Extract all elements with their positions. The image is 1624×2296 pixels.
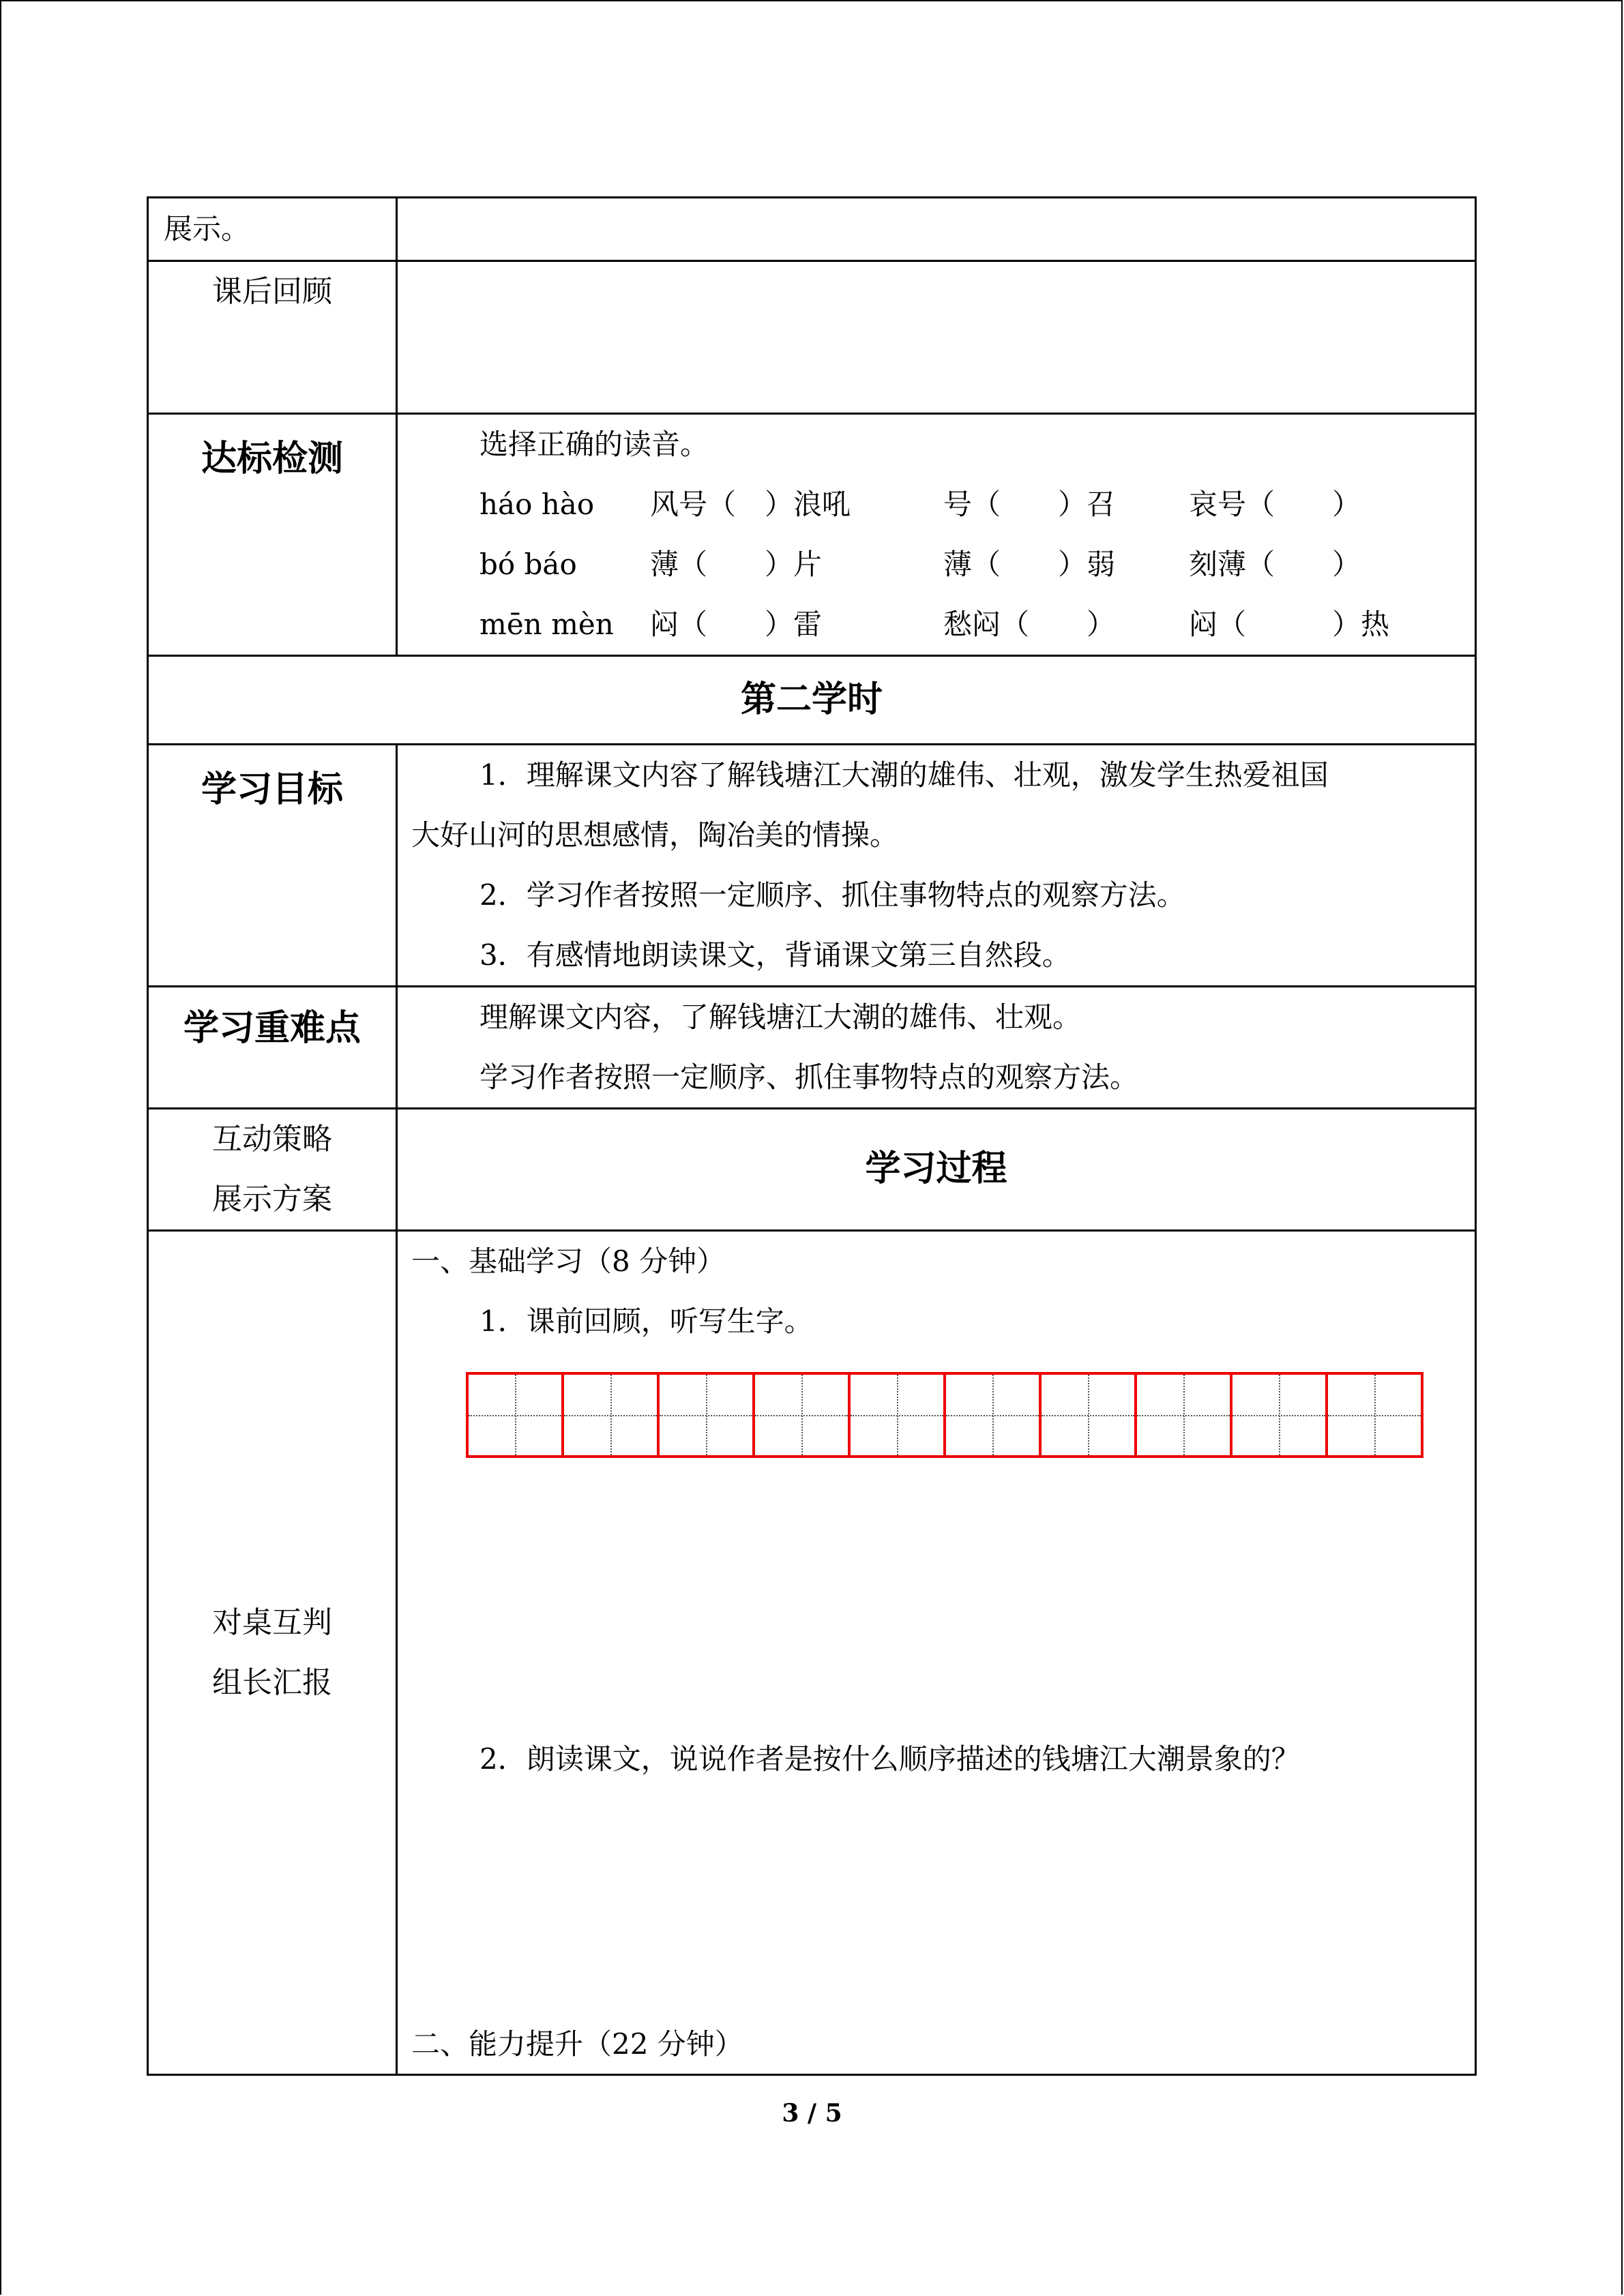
row-display bbox=[148, 198, 1476, 261]
phonetic-row-2 bbox=[398, 535, 1475, 595]
writing-grid-cell[interactable] bbox=[1325, 1372, 1423, 1458]
row-review bbox=[148, 261, 1476, 414]
display-text: 展示。 bbox=[164, 212, 250, 245]
cell-display-left bbox=[148, 198, 397, 261]
cell-strategy-label bbox=[148, 1109, 397, 1231]
question-1: 1．课前回顾，听写生字。 bbox=[479, 1304, 813, 1338]
peer-check-label: 对桌互判 bbox=[212, 1605, 332, 1640]
row-goals bbox=[148, 745, 1476, 987]
process-title: 学习过程 bbox=[865, 1148, 1007, 1189]
writing-grid bbox=[466, 1372, 1475, 1458]
cell-section-title bbox=[148, 656, 1476, 745]
key-point-line: 学习作者按照一定顺序、抓住事物特点的观察方法。 bbox=[479, 1060, 1139, 1094]
writing-grid-cell[interactable] bbox=[657, 1372, 755, 1458]
question-2: 2．朗读课文，说说作者是按什么顺序描述的钱塘江大潮景象的？ bbox=[479, 1742, 1300, 1776]
goal-line: 1．理解课文内容了解钱塘江大潮的雄伟、壮观，激发学生热爱祖国 bbox=[479, 758, 1329, 792]
basic-study-heading: 一、基础学习（8 分钟） bbox=[411, 1244, 726, 1278]
row-test bbox=[148, 414, 1476, 656]
writing-grid-cell[interactable] bbox=[848, 1372, 946, 1458]
key-point-line: 理解课文内容，了解钱塘江大潮的雄伟、壮观。 bbox=[479, 1000, 1082, 1034]
phonetic-item: 薄（ ）片 bbox=[650, 548, 823, 581]
strategy-label: 互动策略 bbox=[212, 1122, 332, 1157]
goal-line: 2．学习作者按照一定顺序、抓住事物特点的观察方法。 bbox=[479, 878, 1185, 912]
phonetic-row-3 bbox=[398, 595, 1475, 655]
writing-grid-cell[interactable] bbox=[561, 1372, 660, 1458]
phonetic-item: 闷（ ）雷 bbox=[650, 608, 823, 641]
phonetic-item: 愁闷（ ） bbox=[943, 608, 1116, 641]
cell-goals-content bbox=[397, 745, 1476, 987]
pinyin: mēn mèn bbox=[479, 608, 614, 641]
phonetic-item: 哀号（ ） bbox=[1189, 488, 1361, 521]
ability-heading: 二、能力提升（22 分钟） bbox=[411, 2027, 743, 2061]
test-prompt: 选择正确的读音。 bbox=[479, 428, 709, 461]
review-label: 课后回顾 bbox=[212, 274, 332, 309]
phonetic-item: 闷（ ）热 bbox=[1189, 608, 1390, 641]
section-title: 第二学时 bbox=[740, 679, 883, 720]
page-number: 3 / 5 bbox=[782, 2099, 842, 2128]
row-process-header bbox=[148, 1109, 1476, 1231]
writing-grid-cell[interactable] bbox=[1039, 1372, 1137, 1458]
pinyin: háo hào bbox=[479, 488, 595, 521]
cell-key-points-label bbox=[148, 987, 397, 1109]
cell-check-label bbox=[148, 1231, 397, 2075]
cell-process-title bbox=[397, 1109, 1476, 1231]
pinyin: bó báo bbox=[479, 548, 577, 581]
cell-process-body bbox=[397, 1231, 1476, 2075]
writing-grid-cell[interactable] bbox=[1134, 1372, 1232, 1458]
goals-label: 学习目标 bbox=[201, 769, 343, 810]
writing-grid-cell[interactable] bbox=[943, 1372, 1042, 1458]
cell-review-label bbox=[148, 261, 397, 414]
phonetic-row-1 bbox=[398, 475, 1475, 535]
cell-review-content bbox=[397, 261, 1476, 414]
cell-display-right bbox=[397, 198, 1476, 261]
cell-key-points-content bbox=[397, 987, 1476, 1109]
cell-goals-label bbox=[148, 745, 397, 987]
group-report-label: 组长汇报 bbox=[212, 1665, 332, 1700]
row-section-title bbox=[148, 656, 1476, 745]
writing-grid-cell[interactable] bbox=[1230, 1372, 1328, 1458]
phonetic-item: 风号（ ）浪吼 bbox=[650, 488, 851, 521]
phonetic-item: 薄（ ）弱 bbox=[943, 548, 1116, 581]
lesson-table bbox=[147, 196, 1477, 2076]
writing-grid-cell[interactable] bbox=[752, 1372, 851, 1458]
goal-line: 大好山河的思想感情，陶冶美的情操。 bbox=[411, 818, 899, 852]
display-plan-label: 展示方案 bbox=[212, 1182, 332, 1217]
phonetic-item: 刻薄（ ） bbox=[1189, 548, 1361, 581]
writing-grid-cell[interactable] bbox=[466, 1372, 564, 1458]
row-key-points bbox=[148, 987, 1476, 1109]
row-process-body bbox=[148, 1231, 1476, 2075]
goal-line: 3．有感情地朗读课文，背诵课文第三自然段。 bbox=[479, 938, 1071, 972]
key-points-label: 学习重难点 bbox=[183, 1008, 361, 1049]
test-label: 达标检测 bbox=[201, 438, 343, 479]
cell-test-content bbox=[397, 414, 1476, 656]
cell-test-label bbox=[148, 414, 397, 656]
phonetic-item: 号（ ）召 bbox=[943, 488, 1116, 521]
